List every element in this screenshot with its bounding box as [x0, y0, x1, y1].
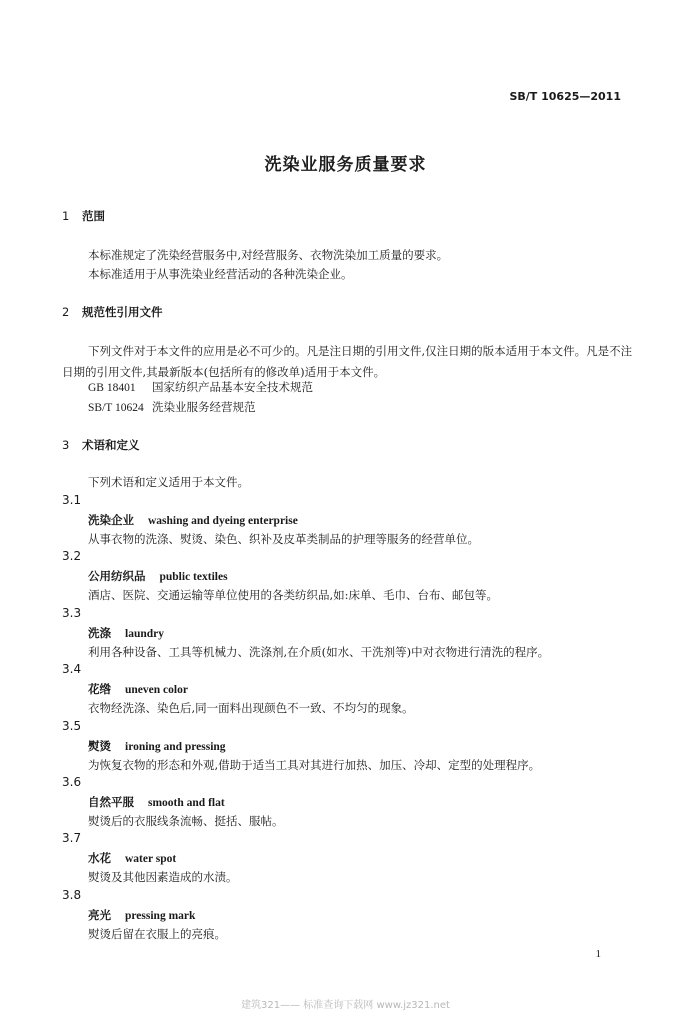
- term-definition: 衣物经洗涤、染色后,同一面料出现颜色不一致、不均匀的现象。: [88, 701, 414, 715]
- reference-code: GB 18401: [88, 382, 136, 394]
- term-definition: 熨烫后留在衣服上的亮痕。: [88, 927, 226, 941]
- clause-number: 3.5: [62, 719, 82, 733]
- reference-title: 国家纺织产品基本安全技术规范: [152, 380, 313, 394]
- term-en: washing and dyeing enterprise: [148, 515, 298, 527]
- page-number: 1: [595, 948, 601, 960]
- term-zh: 洗染企业: [88, 513, 134, 527]
- term-entry: [88, 512, 298, 528]
- term-en: smooth and flat: [148, 797, 225, 809]
- standard-code: SB/T 10625—2011: [509, 90, 621, 103]
- clause-number: 3.4: [62, 662, 82, 676]
- section-heading-scope: [62, 208, 105, 224]
- term-entry: [88, 681, 188, 697]
- term-zh: 花绺: [88, 682, 111, 696]
- term-entry: [88, 568, 228, 584]
- reference-item: [88, 379, 313, 395]
- term-definition: 熨烫及其他因素造成的水渍。: [88, 870, 238, 884]
- term-definition: 为恢复衣物的形态和外观,借助于适当工具对其进行加热、加压、冷却、定型的处理程序。: [88, 758, 541, 772]
- term-definition: 酒店、医院、交通运输等单位使用的各类纺织品,如:床单、毛巾、台布、邮包等。: [88, 588, 499, 602]
- term-zh: 熨烫: [88, 739, 111, 753]
- term-zh: 亮光: [88, 908, 111, 922]
- term-en: ironing and pressing: [125, 741, 226, 753]
- section-number: 1: [62, 209, 70, 223]
- watermark-text: 建筑321—— 标准查询下载网 www.jz321.net: [241, 1000, 450, 1011]
- term-entry: [88, 738, 226, 754]
- term-entry: [88, 850, 176, 866]
- term-en: uneven color: [125, 684, 188, 696]
- term-definition: 从事衣物的洗涤、熨烫、染色、织补及皮革类制品的护理等服务的经营单位。: [88, 532, 479, 546]
- term-entry: [88, 907, 195, 923]
- section-number: 3: [62, 438, 70, 452]
- section-heading-normative-references: [62, 304, 163, 320]
- term-entry: [88, 794, 225, 810]
- section-title: 术语和定义: [82, 438, 140, 452]
- clause-number: 3.1: [62, 493, 82, 507]
- section-heading-terms: [62, 437, 140, 453]
- term-zh: 洗涤: [88, 626, 111, 640]
- term-definition: 熨烫后的衣服线条流畅、挺括、服帖。: [88, 814, 284, 828]
- term-zh: 水花: [88, 851, 111, 865]
- term-zh: 公用纺织品: [88, 569, 146, 583]
- term-en: public textiles: [159, 571, 228, 583]
- term-zh: 自然平服: [88, 795, 134, 809]
- paragraph: 下列文件对于本文件的应用是必不可少的。凡是注日期的引用文件,仅注日期的版本适用于本文件。凡是不注日期的引用文件,其最新版本(包括所有的修改单)适用于本文件。: [62, 344, 633, 379]
- section-number: 2: [62, 305, 70, 319]
- section-title: 规范性引用文件: [82, 305, 163, 319]
- clause-number: 3.8: [62, 888, 82, 902]
- clause-number: 3.7: [62, 831, 82, 845]
- reference-title: 洗染业服务经营规范: [152, 400, 256, 414]
- term-en: laundry: [125, 628, 164, 640]
- reference-code: SB/T 10624: [88, 402, 144, 414]
- clause-number: 3.2: [62, 549, 82, 563]
- document-title: 洗染业服务质量要求: [264, 155, 427, 175]
- clause-number: 3.6: [62, 775, 82, 789]
- term-definition: 利用各种设备、工具等机械力、洗涤剂,在介质(如水、干洗剂等)中对衣物进行清洗的程序。: [88, 645, 550, 659]
- paragraph: 本标准规定了洗染经营服务中,对经营服务、衣物洗染加工质量的要求。: [88, 248, 449, 262]
- section-title: 范围: [82, 209, 105, 223]
- term-entry: [88, 625, 164, 641]
- reference-item: [88, 399, 256, 415]
- paragraph: 下列术语和定义适用于本文件。: [88, 475, 249, 489]
- paragraph: 本标准适用于从事洗染业经营活动的各种洗染企业。: [88, 267, 353, 281]
- clause-number: 3.3: [62, 606, 82, 620]
- term-en: pressing mark: [125, 910, 196, 922]
- term-en: water spot: [125, 853, 177, 865]
